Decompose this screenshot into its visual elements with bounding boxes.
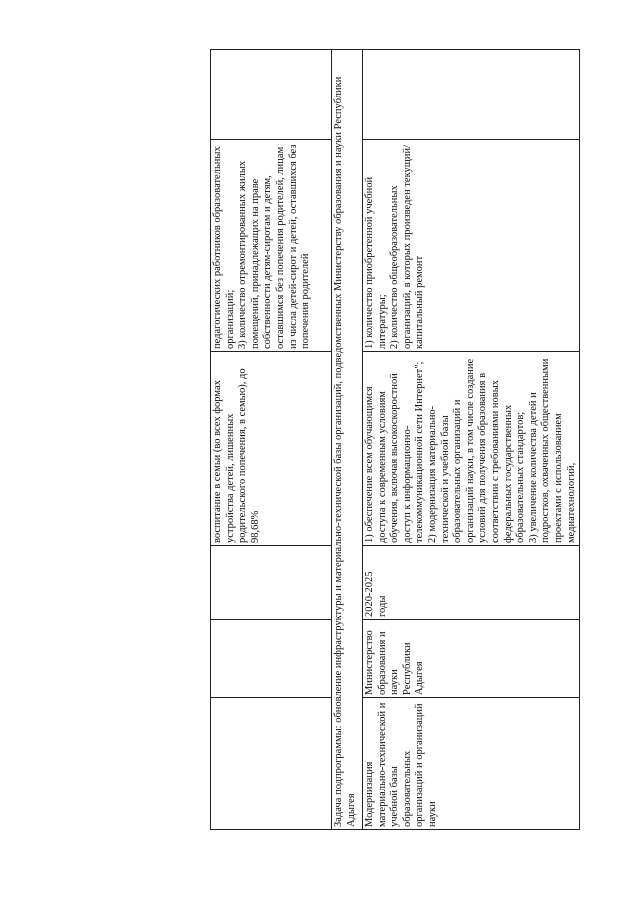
- cell-indicators: педагогических работников образовательных организаций; 3) количество отремонтированных жилых помещений, принадлежащих на праве собственности детям-сиротам и детям, оставшимся без попечения родителей, лицам из числа детей-сирот и детей, оставшихся без попечения родителей: [211, 140, 332, 352]
- table-row: [211, 50, 332, 830]
- cell-empty: [211, 698, 332, 830]
- cell-empty: [211, 620, 332, 698]
- cell-empty: [363, 50, 580, 140]
- rotated-page: [210, 50, 577, 830]
- cell-expected-result: 1) обеспечение всем обучающимся доступа к современным условиям обучения, включая высокоскоростной доступ к информационно-телекоммуникационной сети Интернет"; 2) модернизация материально-технической и учебной базы образовательных организаций и организаций науки, в том числе создание условий для получения образования в соответствии с требованиями новых федеральных государственных образовательных стандартов; 3) увеличение количества детей и подростков, охваченных общественными проектами с использованием медиатехнологий,: [363, 352, 580, 546]
- table-row: [363, 50, 580, 830]
- table-row: [332, 50, 363, 830]
- cell-expected-result: воспитание в семьи (во всех формах устройства детей, лишенных родительского попечения, в семью), до 98,68%: [211, 352, 332, 546]
- cell-measure: Модернизация материально-технической и учебной базы образовательных организаций и организаций науки: [363, 698, 580, 830]
- cell-period: 2020-2025 годы: [363, 546, 580, 620]
- cell-indicators: 1) количество приобретенной учебной литературы; 2) количество общеобразовательных организаций, в которых произведен текущий/капитальный ремонт: [363, 140, 580, 352]
- cell-empty: [211, 50, 332, 140]
- subprogram-task: Задача подпрограммы: обновление инфраструктуры и материально-технической базы организаций, подведомственных Министерству образования и науки Республики Адыгея: [332, 50, 363, 830]
- program-table: [210, 49, 580, 830]
- cell-empty: [211, 546, 332, 620]
- cell-executor: Министерство образования и науки Республики Адыгея: [363, 620, 580, 698]
